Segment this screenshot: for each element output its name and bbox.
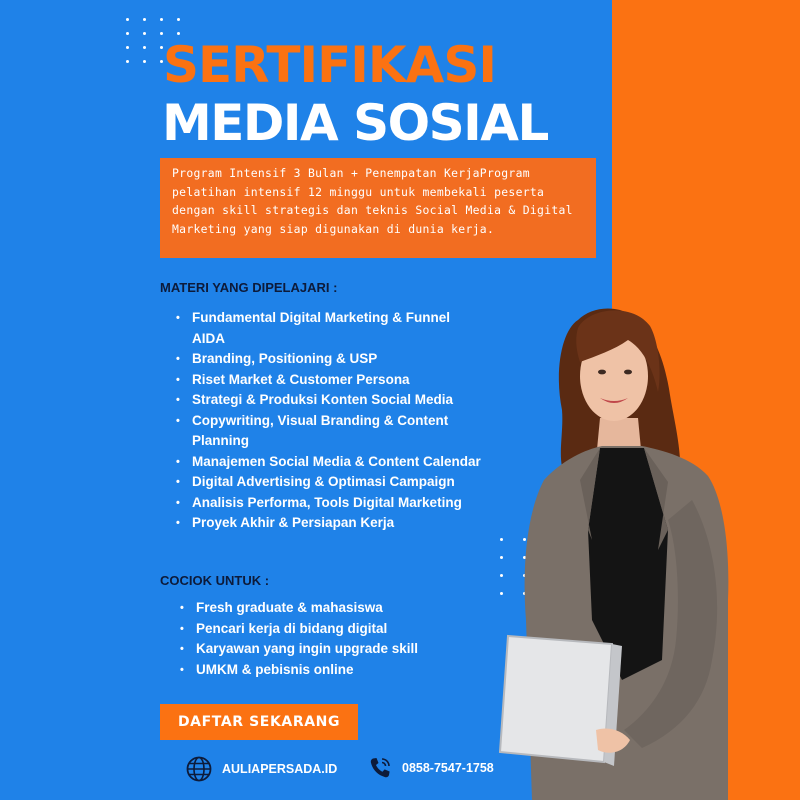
program-description: Program Intensif 3 Bulan + Penempatan KerjaProgram pelatihan intensif 12 minggu untuk membekali peserta dengan skill strategis dan teknis Social Media & Digital Marketing yang siap digunakan di dunia kerja. [172,166,573,236]
list-item: • UMKM & pebisnis online [180,660,480,681]
list-item: • Proyek Akhir & Persiapan Kerja [176,513,486,534]
website-text: AULIAPERSADA.ID [222,762,338,776]
program-description-box [160,158,596,258]
phone-text: 0858-7547-1758 [402,761,494,775]
cocok-heading: COCIOK UNTUK : [160,573,270,588]
website-contact[interactable] [186,756,337,782]
materi-list [176,308,486,534]
title-line-2: MEDIA SOSIAL [162,94,548,152]
list-item: • Fundamental Digital Marketing & Funnel AIDA [176,308,486,349]
list-item: • Branding, Positioning & USP [176,349,486,370]
list-item: • Riset Market & Customer Persona [176,370,486,391]
phone-icon [368,756,392,780]
list-item: • Analisis Performa, Tools Digital Marketing [176,493,486,514]
woman-with-laptop-photo [492,300,800,800]
list-item: • Strategi & Produksi Konten Social Media [176,390,486,411]
cocok-list [180,598,480,680]
list-item: • Karyawan yang ingin upgrade skill [180,639,480,660]
list-item: • Pencari kerja di bidang digital [180,619,480,640]
list-item: • Fresh graduate & mahasiswa [180,598,480,619]
list-item: • Copywriting, Visual Branding & Content Planning [176,411,486,452]
register-button[interactable]: DAFTAR SEKARANG [160,704,358,740]
list-item: • Manajemen Social Media & Content Calendar [176,452,486,473]
list-item: • Digital Advertising & Optimasi Campaign [176,472,486,493]
globe-icon [186,756,212,782]
title-line-1: SERTIFIKASI [163,36,496,94]
materi-heading: MATERI YANG DIPELAJARI : [160,280,338,295]
phone-contact[interactable] [368,756,494,780]
